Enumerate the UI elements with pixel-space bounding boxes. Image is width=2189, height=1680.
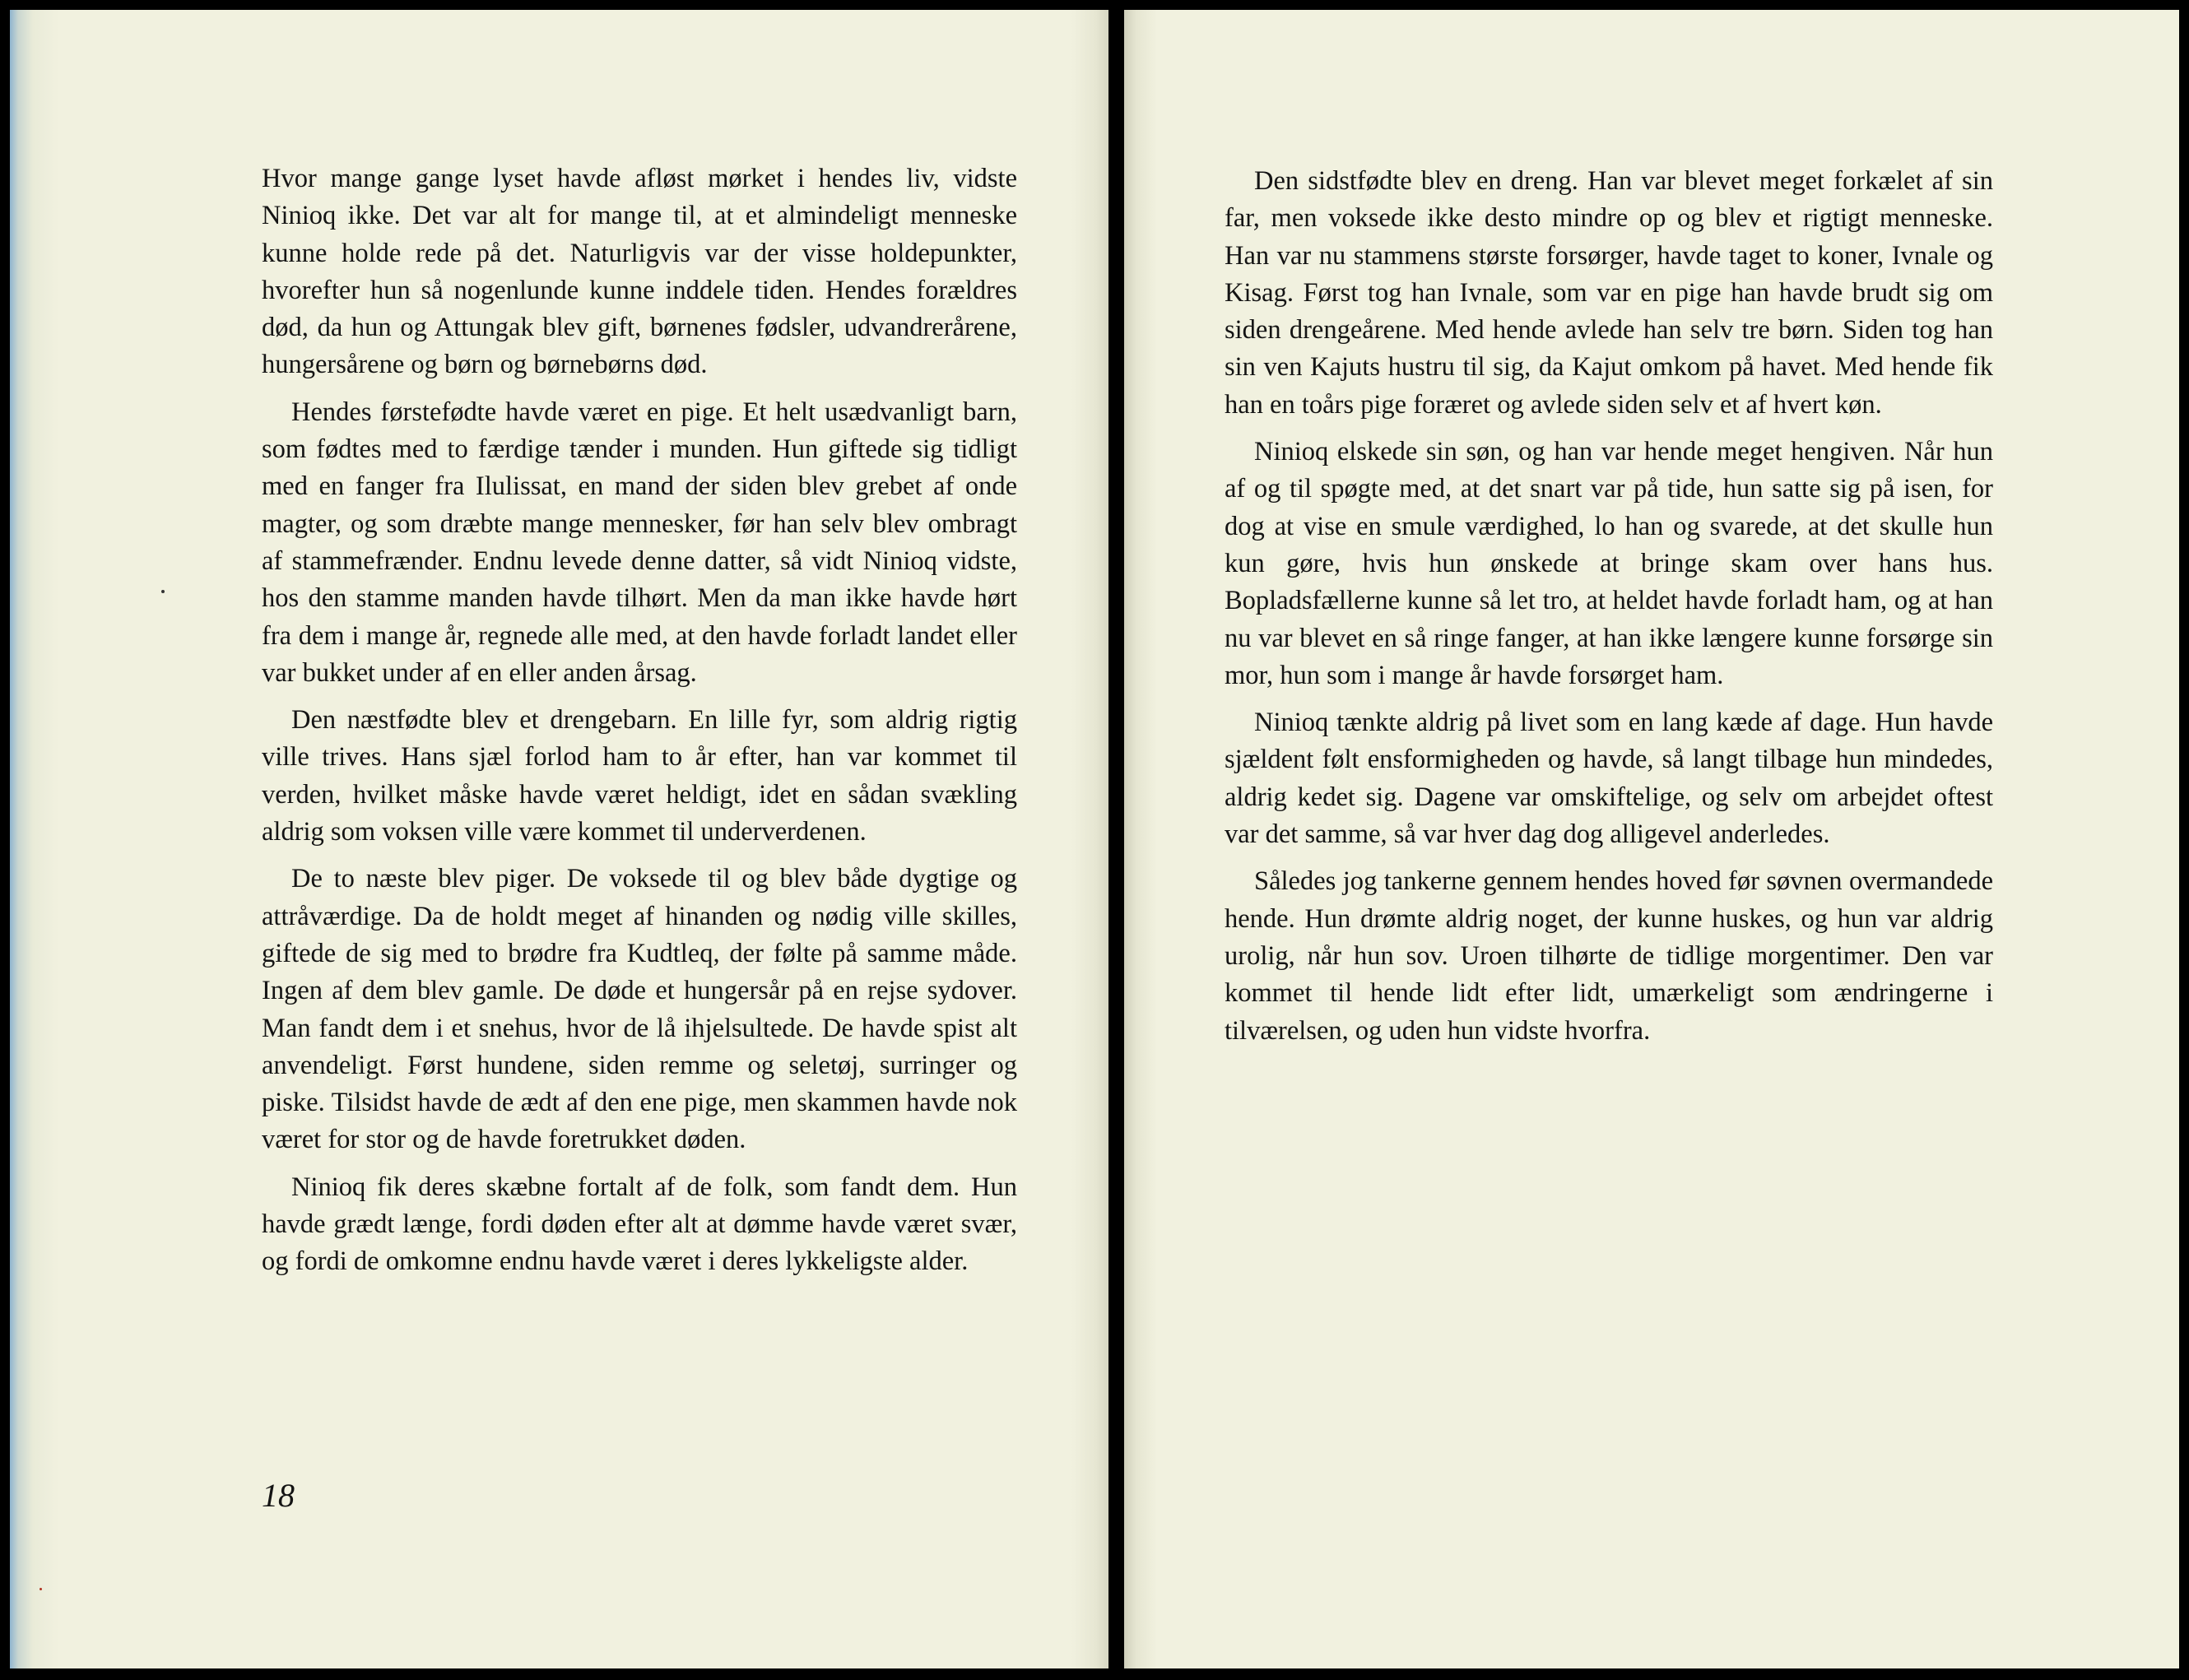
- paragraph: Hendes førstefødte havde været en pige. Et helt usædvanligt barn, som fødtes med to færdige tænder i munden. Hun giftede sig tidligt med en fanger fra Ilulissat, en mand der siden blev grebet af onde magter, og som dræbte mange mennesker, før han selv blev ombragt af stammefrænder. Endnu levede denne datter, så vidt Ninioq vidste, hos den stamme manden havde tilhørt. Men da man ikke havde hørt fra dem i mange år, regnede alle med, at den havde forladt landet eller var bukket under af en eller anden årsag.: [262, 397, 1017, 688]
- paragraph: Således jog tankerne gennem hendes hoved før søvnen overmandede hende. Hun drømte aldrig noget, der kunne huskes, og hun var aldrig urolig, når hun sov. Uroen tilhørte de tidlige morgentimer. Den var kommet til hende lidt efter lidt, umærkeligt som ændringerne i tilværelsen, og uden hun vidste hvorfra.: [1225, 866, 1993, 1046]
- paragraph: Hvor mange gange lyset havde afløst mørket i hendes liv, vidste Ninioq ikke. Det var alt for mange til, at et almindeligt menneske kunne holde rede på det. Naturligvis var der visse holdepunkter, hvorefter hun så nogenlunde kunne inddele tiden. Hendes forældres død, da hun og Attungak blev gift, børnenes fødsler, udvandrerårene, hungersårene og børn og børnebørns død.: [262, 164, 1017, 380]
- paragraph: Ninioq tænkte aldrig på livet som en lang kæde af dage. Hun havde sjældent følt ensformigheden og havde, så langt tilbage hun mindedes, aldrig kedet sig. Dagene var omskiftelige, og selv om arbejdet oftest var det samme, så var hver dag dog alligevel anderledes.: [1225, 708, 1993, 850]
- page-number: 18: [262, 1477, 295, 1514]
- right-page-text: [1225, 163, 1993, 1050]
- paragraph: De to næste blev piger. De voksede til og blev både dygtige og attråværdige. Da de holdt meget af hinanden og nødig ville skilles, giftede de sig med to brødre fra Kudtleq, der følte på samme måde. Ingen af dem blev gamle. De døde et hungersår på en rejse sydover. Man fandt dem i et snehus, hvor de lå ihjelsultede. De havde spist alt anvendeligt. Først hundene, siden remme og seletøj, surringer og piske. Tilsidst havde de ædt af den ene pige, men skammen havde nok været for stor og de havde foretrukket døden.: [262, 864, 1017, 1155]
- paragraph: Ninioq fik deres skæbne fortalt af de folk, som fandt dem. Hun havde grædt længe, fordi døden efter alt at dømme havde været svær, og fordi de omkomne endnu havde været i deres lykkeligste alder.: [262, 1172, 1017, 1277]
- paragraph: Ninioq elskede sin søn, og han var hende meget hengiven. Når hun af og til spøgte med, at det snart var på tide, hun satte sig på isen, for dog at vise en smule værdighed, lo han og svarede, at det skulle hun kun gøre, hvis hun ønskede at bringe skam over hans hus. Bopladsfællerne kunne så let tro, at heldet havde forladt ham, og at han nu var blevet en så ringe fanger, at han ikke længere kunne forsørge sin mor, hun som i mange år havde forsørget ham.: [1225, 437, 1993, 690]
- right-page: [1124, 10, 2179, 1668]
- ink-speck: [40, 1588, 42, 1590]
- left-page-text: [262, 160, 1017, 1281]
- paragraph: Den sidstfødte blev en dreng. Han var blevet meget forkælet af sin far, men voksede ikke desto mindre op og blev et rigtigt menneske. Han var nu stammens største forsørger, havde taget to koner, Ivnale og Kisag. Først tog han Ivnale, som var en pige han havde brudt sig om siden drengeårene. Med hende avlede han selv tre børn. Siden tog han sin ven Kajuts hustru til sig, da Kajut omkom på havet. Med hende fik han en toårs pige foræret og avlede siden selv et af hvert køn.: [1225, 166, 1993, 420]
- ink-speck: [161, 590, 165, 593]
- left-page: [10, 10, 1108, 1668]
- paragraph: Den næstfødte blev et drengebarn. En lille fyr, som aldrig rigtig ville trives. Hans sjæl forlod ham to år efter, han var kommet til verden, hvilket måske havde været heldigt, idet en sådan svækling aldrig som voksen ville være kommet til underverdenen.: [262, 705, 1017, 847]
